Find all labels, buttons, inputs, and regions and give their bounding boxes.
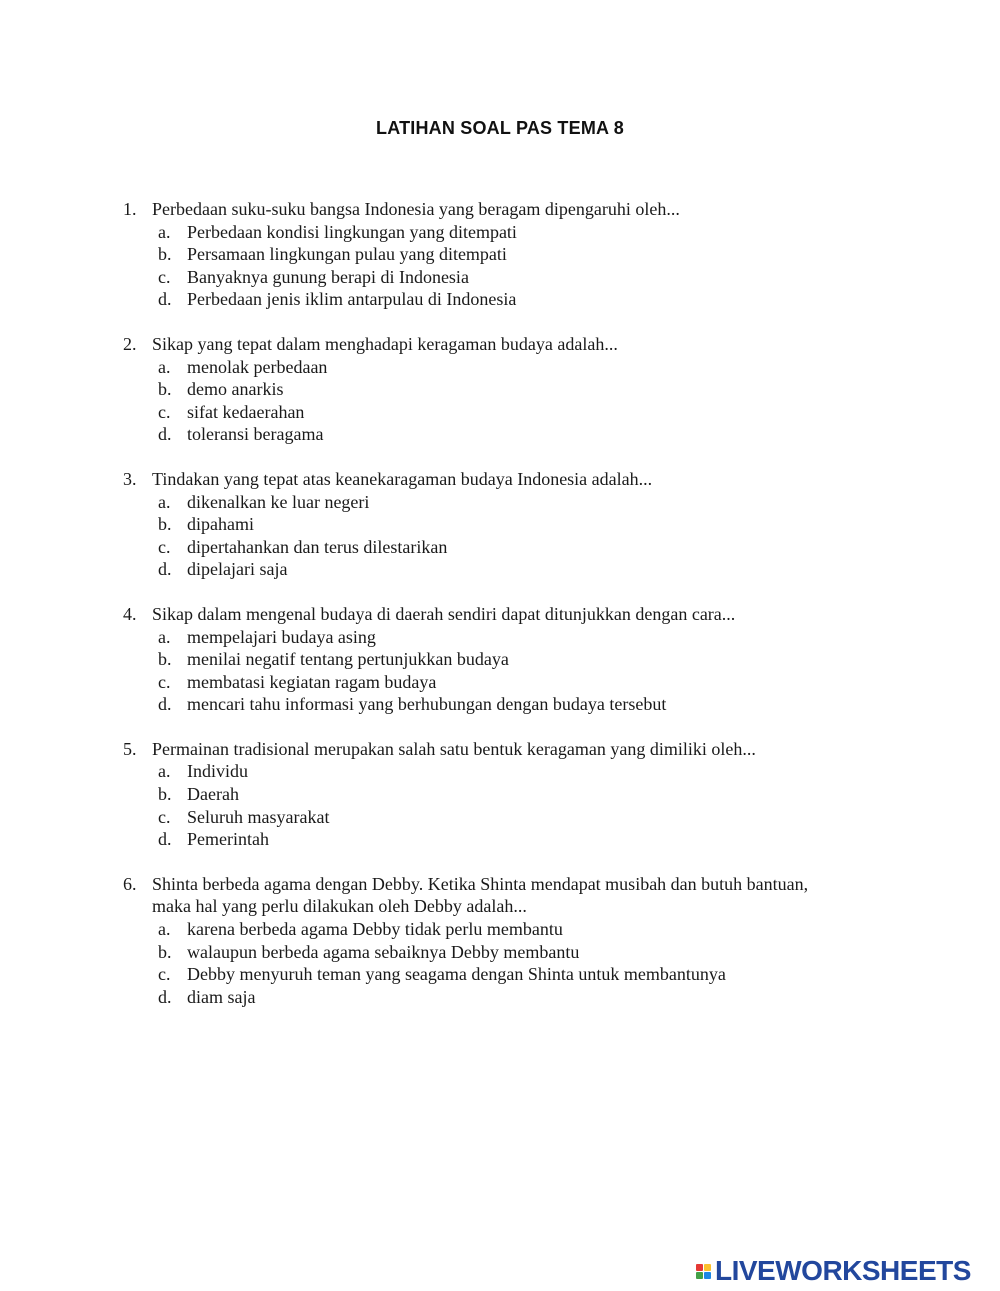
option-letter: c. <box>158 806 171 827</box>
option-text: menolak perbedaan <box>187 356 328 377</box>
option-text: dikenalkan ke luar negeri <box>187 491 370 512</box>
option-letter: d. <box>158 559 172 580</box>
answer-option[interactable] <box>123 918 903 941</box>
question-text-line <box>123 603 903 626</box>
option-letter: d. <box>158 289 172 310</box>
answer-option[interactable] <box>123 693 903 716</box>
question-text: Permainan tradisional merupakan salah satu bentuk keragaman yang dimiliki oleh... <box>152 738 756 759</box>
liveworksheets-logo-icon <box>696 1264 711 1279</box>
answer-option[interactable] <box>123 760 903 783</box>
option-text: demo anarkis <box>187 379 284 400</box>
option-text: Daerah <box>187 784 239 805</box>
answer-option[interactable] <box>123 941 903 964</box>
option-text: toleransi beragama <box>187 424 324 445</box>
option-text: Persamaan lingkungan pulau yang ditempati <box>187 244 507 265</box>
option-letter: a. <box>158 356 171 377</box>
option-letter: c. <box>158 671 171 692</box>
option-text: karena berbeda agama Debby tidak perlu membantu <box>187 919 563 940</box>
logo-text: LIVEWORKSHEETS <box>715 1255 971 1286</box>
question-number: 1. <box>123 199 137 219</box>
answer-option[interactable] <box>123 626 903 649</box>
answer-option[interactable] <box>123 378 903 401</box>
option-letter: a. <box>158 919 171 940</box>
question-item <box>123 468 903 581</box>
option-letter: a. <box>158 491 171 512</box>
option-text: Perbedaan kondisi lingkungan yang ditempati <box>187 221 517 242</box>
question-text: Tindakan yang tepat atas keanekaragaman budaya Indonesia adalah... <box>152 468 653 489</box>
option-text: dipahami <box>187 514 254 535</box>
option-letter: a. <box>158 221 171 242</box>
option-text: mempelajari budaya asing <box>187 626 376 647</box>
option-letter: c. <box>158 266 171 287</box>
question-text: maka hal yang perlu dilakukan oleh Debby adalah... <box>152 896 527 917</box>
question-text: Shinta berbeda agama dengan Debby. Ketika Shinta mendapat musibah dan butuh bantuan, <box>152 873 809 894</box>
option-text: Pemerintah <box>187 829 269 850</box>
question-text-line <box>123 198 903 221</box>
answer-option[interactable] <box>123 243 903 266</box>
option-letter: a. <box>158 761 171 782</box>
option-letter: d. <box>158 424 172 445</box>
question-number: 4. <box>123 603 137 624</box>
question-item <box>123 333 903 446</box>
option-text: Seluruh masyarakat <box>187 806 330 827</box>
logo-square <box>704 1272 711 1279</box>
option-text: sifat kedaerahan <box>187 401 305 422</box>
answer-option[interactable] <box>123 266 903 289</box>
answer-option[interactable] <box>123 536 903 559</box>
question-text-line <box>123 333 903 356</box>
option-text: Debby menyuruh teman yang seagama dengan Shinta untuk membantunya <box>187 964 726 985</box>
option-letter: a. <box>158 626 171 647</box>
option-letter: d. <box>158 829 172 850</box>
logo-square <box>696 1272 703 1279</box>
option-text: membatasi kegiatan ragam budaya <box>187 671 437 692</box>
option-letter: c. <box>158 964 171 985</box>
question-number: 2. <box>123 333 137 354</box>
question-list <box>123 198 903 1030</box>
question-text-line <box>123 873 903 896</box>
answer-option[interactable] <box>123 558 903 581</box>
option-letter: d. <box>158 986 172 1007</box>
option-letter: b. <box>158 649 172 670</box>
answer-option[interactable] <box>123 783 903 806</box>
answer-option[interactable] <box>123 806 903 829</box>
answer-option[interactable] <box>123 986 903 1009</box>
answer-option[interactable] <box>123 648 903 671</box>
option-text: Banyaknya gunung berapi di Indonesia <box>187 266 469 287</box>
question-text-line <box>123 468 903 491</box>
option-text: dipertahankan dan terus dilestarikan <box>187 536 448 557</box>
liveworksheets-logo <box>696 1255 971 1287</box>
answer-option[interactable] <box>123 828 903 851</box>
option-text: mencari tahu informasi yang berhubungan dengan budaya tersebut <box>187 694 667 715</box>
option-text: Individu <box>187 761 248 782</box>
question-item <box>123 873 903 1009</box>
answer-option[interactable] <box>123 671 903 694</box>
option-letter: b. <box>158 514 172 535</box>
question-number <box>123 895 152 918</box>
option-text: walaupun berbeda agama sebaiknya Debby membantu <box>187 941 580 962</box>
answer-option[interactable] <box>123 401 903 424</box>
question-text-line <box>123 895 903 918</box>
question-text-line <box>123 738 903 761</box>
question-number: 3. <box>123 468 137 489</box>
question-item <box>123 738 903 851</box>
option-text: Perbedaan jenis iklim antarpulau di Indonesia <box>187 289 517 310</box>
answer-option[interactable] <box>123 423 903 446</box>
answer-option[interactable] <box>123 221 903 244</box>
answer-option[interactable] <box>123 356 903 379</box>
option-letter: c. <box>158 536 171 557</box>
option-text: diam saja <box>187 986 256 1007</box>
option-letter: d. <box>158 694 172 715</box>
question-text: Sikap yang tepat dalam menghadapi keragaman budaya adalah... <box>152 333 618 354</box>
question-text: Sikap dalam mengenal budaya di daerah sendiri dapat ditunjukkan dengan cara... <box>152 603 736 624</box>
option-letter: b. <box>158 941 172 962</box>
question-number: 5. <box>123 738 137 759</box>
logo-square <box>704 1264 711 1271</box>
question-item <box>123 198 903 311</box>
logo-square <box>696 1264 703 1271</box>
question-text: Perbedaan suku-suku bangsa Indonesia yang beragam dipengaruhi oleh... <box>152 199 680 219</box>
option-text: dipelajari saja <box>187 559 288 580</box>
answer-option[interactable] <box>123 288 903 311</box>
question-number: 6. <box>123 873 137 894</box>
option-letter: b. <box>158 244 172 265</box>
answer-option[interactable] <box>123 491 903 514</box>
answer-option[interactable] <box>123 513 903 536</box>
option-letter: c. <box>158 401 171 422</box>
option-text: menilai negatif tentang pertunjukkan budaya <box>187 649 509 670</box>
option-letter: b. <box>158 379 172 400</box>
page-title: LATIHAN SOAL PAS TEMA 8 <box>376 118 624 138</box>
option-letter: b. <box>158 784 172 805</box>
answer-option[interactable] <box>123 963 903 986</box>
question-item <box>123 603 903 716</box>
